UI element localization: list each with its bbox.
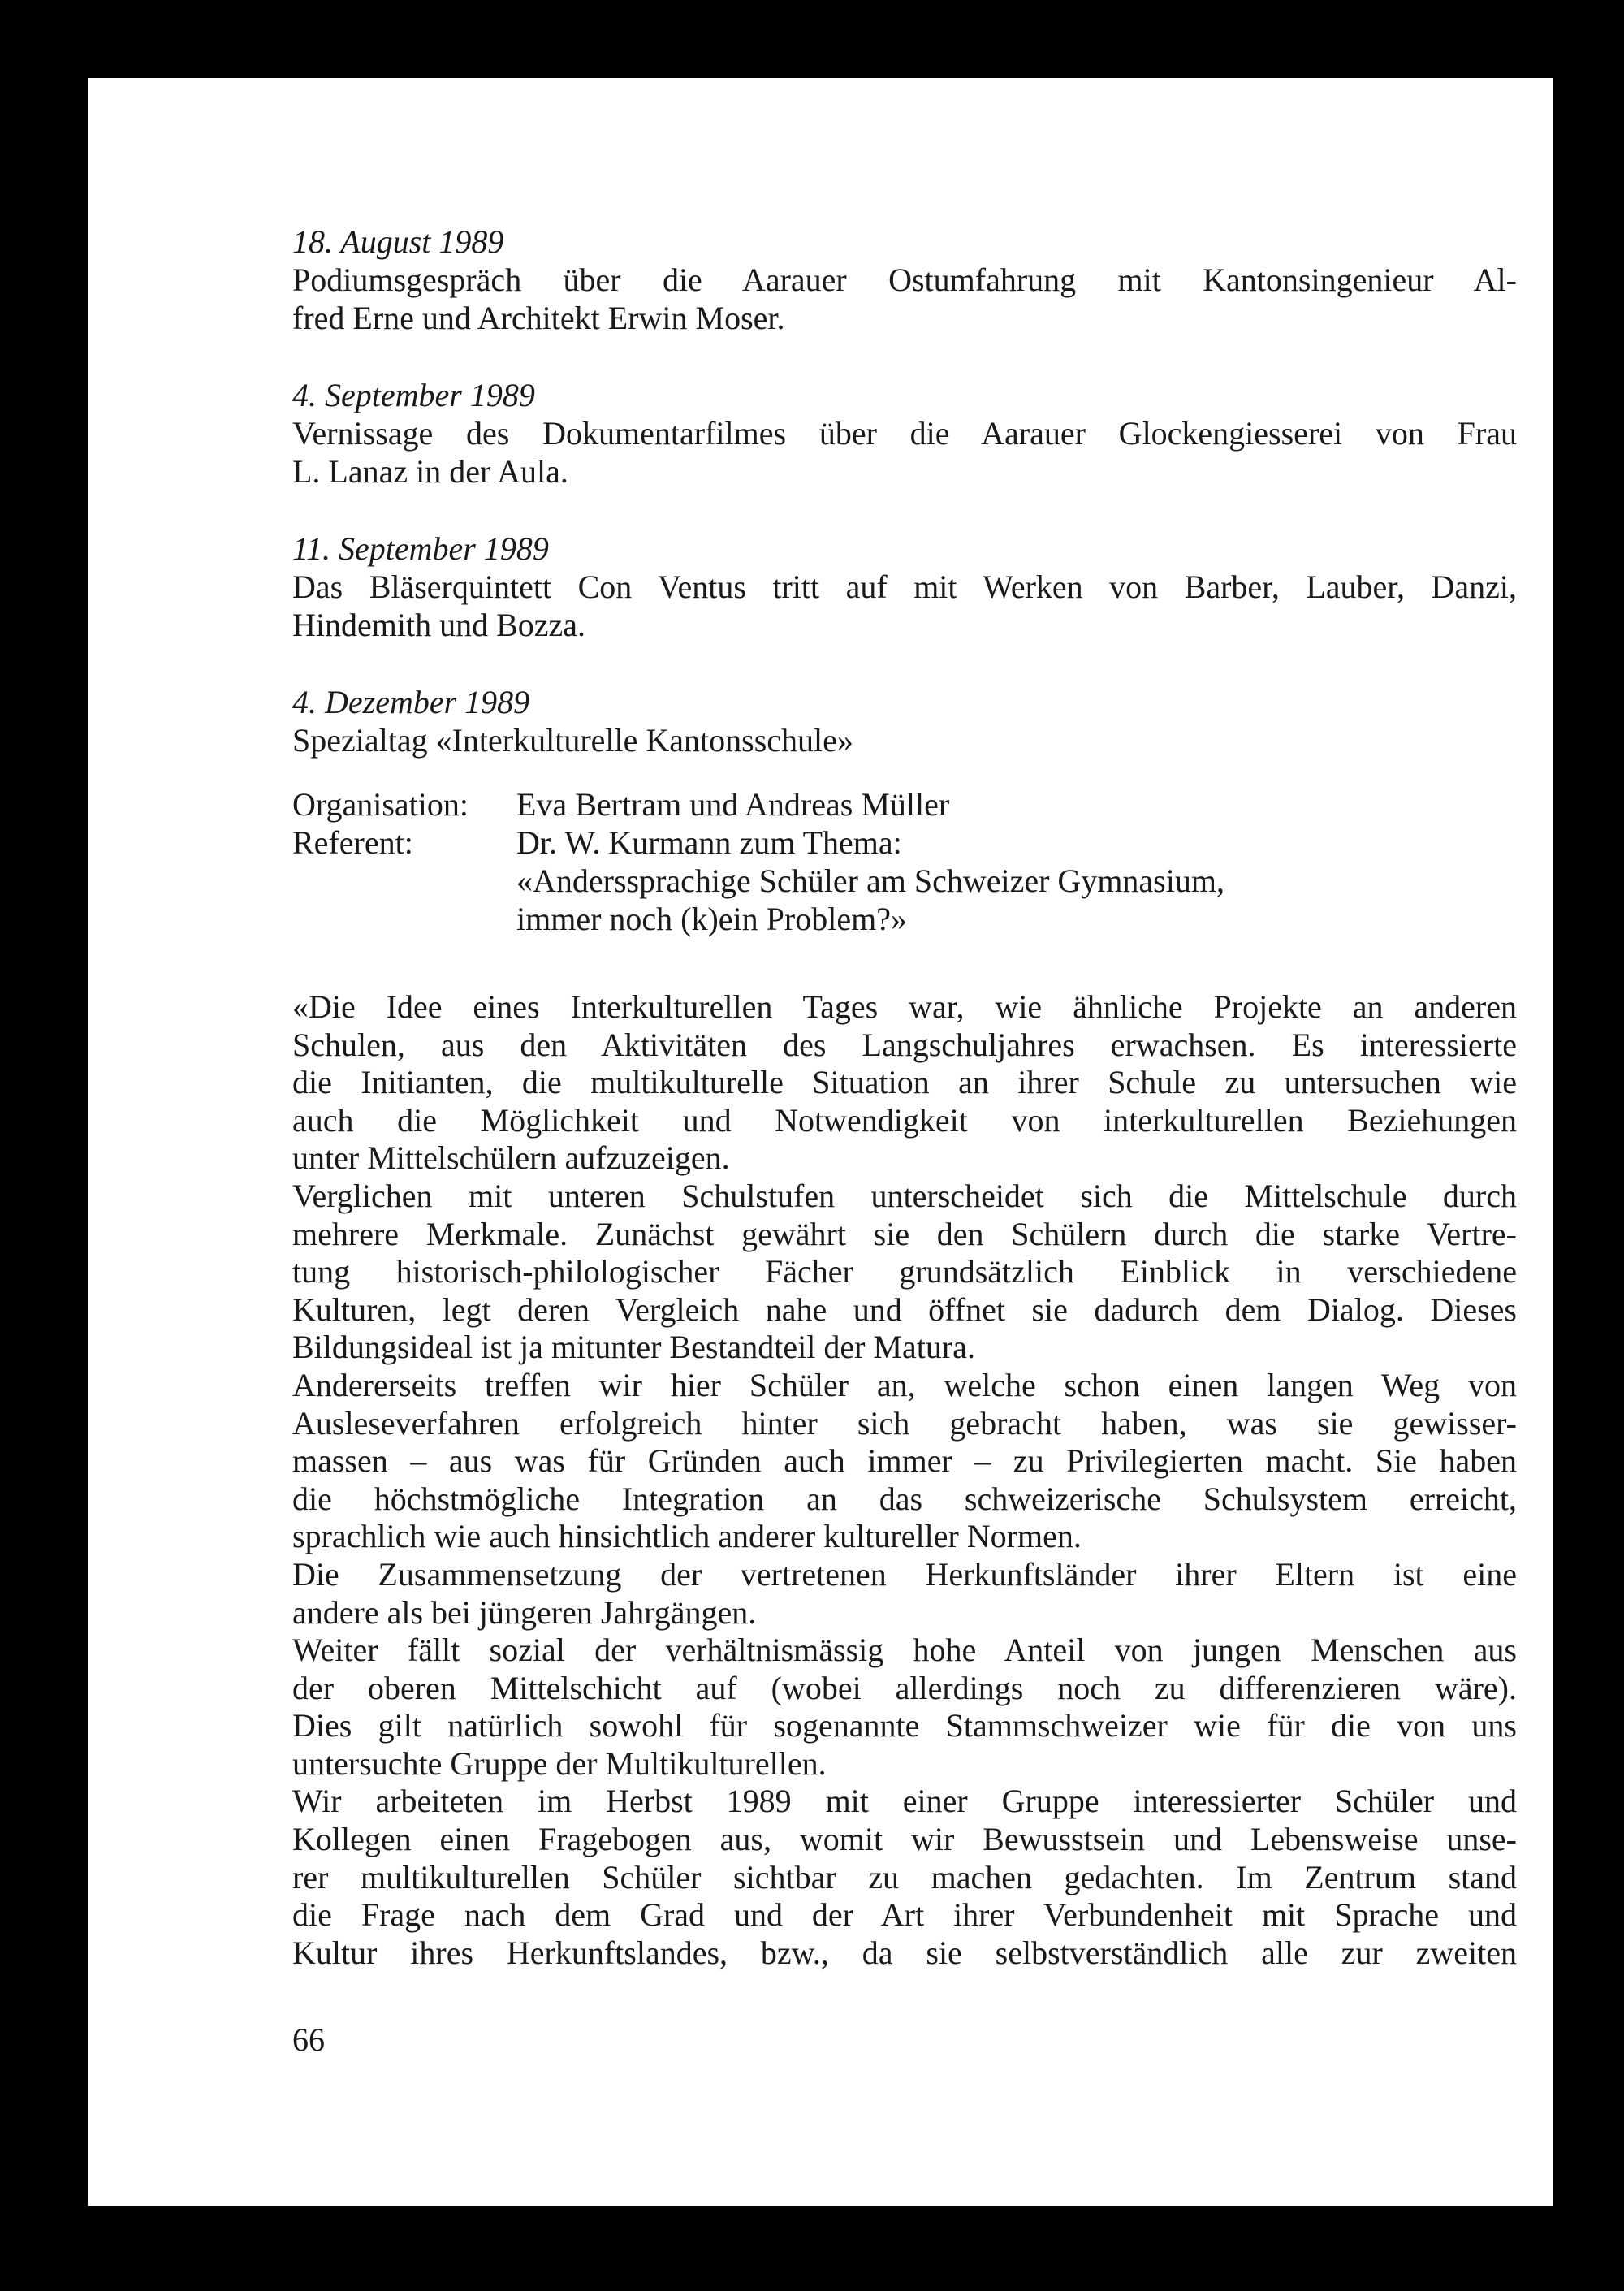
body-text-line: «Die Idee eines Interkulturellen Tages war, wie ähnliche Projekte an anderen	[292, 988, 1517, 1025]
referent-label: Referent:	[292, 824, 413, 861]
body-text-line: mehrere Merkmale. Zunächst gewährt sie den Schülern durch die starke Vertre-	[292, 1215, 1517, 1252]
event-date: 18. August 1989	[292, 223, 504, 260]
referent-value-line: «Anderssprachige Schüler am Schweizer Gymnasium,	[516, 862, 1224, 899]
body-text-line: die Frage nach dem Grad und der Art ihrer Verbundenheit mit Sprache und	[292, 1896, 1517, 1934]
referent-values	[516, 823, 1224, 938]
body-text-line: die Initianten, die multikulturelle Situation an ihrer Schule zu untersuchen wie	[292, 1064, 1517, 1101]
body-text-line: Wir arbeiteten im Herbst 1989 mit einer Gruppe interessierter Schüler und	[292, 1783, 1517, 1820]
body-text-line: Weiter fällt sozial der verhältnismässig hohe Anteil von jungen Menschen aus	[292, 1632, 1517, 1669]
event-date: 11. September 1989	[292, 530, 549, 567]
body-text-line: der oberen Mittelschicht auf (wobei allerdings noch zu differenzieren wäre).	[292, 1669, 1517, 1706]
event-text-line: L. Lanaz in der Aula.	[292, 453, 568, 490]
body-text-line: auch die Möglichkeit und Notwendigkeit von interkulturellen Beziehungen	[292, 1101, 1517, 1139]
body-text-line: rer multikulturellen Schüler sichtbar zu machen gedachten. Im Zentrum stand	[292, 1858, 1517, 1895]
body-text-line: Dies gilt natürlich sowohl für sogenannte Stammschweizer wie für die von uns	[292, 1707, 1517, 1744]
body-text-line: Kultur ihres Herkunftslandes, bzw., da sie selbstverständlich alle zur zweiten	[292, 1934, 1517, 1971]
body-text-line: Ausleseverfahren erfolgreich hinter sich gebracht haben, was sie gewisser-	[292, 1404, 1517, 1442]
event-text-line: fred Erne und Architekt Erwin Moser.	[292, 300, 785, 336]
page-number: 66	[292, 2021, 325, 2058]
organisation-value: Eva Bertram und Andreas Müller	[516, 786, 950, 823]
body-text-line: Die Zusammensetzung der vertretenen Herkunftsländer ihrer Eltern ist eine	[292, 1555, 1517, 1593]
body-text-line: Schulen, aus den Aktivitäten des Langschuljahres erwachsen. Es interessierte	[292, 1026, 1517, 1063]
body-text	[292, 988, 1517, 1972]
page-content	[292, 223, 1517, 1972]
body-text-line: untersuchte Gruppe der Multikulturellen.	[292, 1744, 827, 1782]
event-text-line: Das Bläserquintett Con Ventus tritt auf mit Werken von Barber, Lauber, Danzi,	[292, 568, 1517, 605]
event-entry	[292, 223, 1517, 337]
event-entry	[292, 683, 1517, 759]
event-text-line: Hindemith und Bozza.	[292, 607, 586, 643]
body-text-line: tung historisch-philologischer Fächer grundsätzlich Einblick in verschiedene	[292, 1253, 1517, 1290]
event-info	[292, 785, 1517, 938]
body-text-line: Verglichen mit unteren Schulstufen unterscheidet sich die Mittelschule durch	[292, 1177, 1517, 1214]
event-text-line: Podiumsgespräch über die Aarauer Ostumfahrung mit Kantonsingenieur Al-	[292, 262, 1517, 298]
body-text-line: Kollegen einen Fragebogen aus, womit wir Bewusstsein und Lebensweise unse-	[292, 1821, 1517, 1858]
document-page	[88, 78, 1553, 2206]
organisation-label: Organisation:	[292, 786, 469, 823]
body-text-line: andere als bei jüngeren Jahrgängen.	[292, 1593, 757, 1631]
referent-value-line: Dr. W. Kurmann zum Thema:	[516, 824, 902, 861]
body-text-line: unter Mittelschülern aufzuzeigen.	[292, 1139, 730, 1177]
body-text-line: Andererseits treffen wir hier Schüler an, welche schon einen langen Weg von	[292, 1366, 1517, 1403]
body-text-line: Kulturen, legt deren Vergleich nahe und öffnet sie dadurch dem Dialog. Dieses	[292, 1290, 1517, 1328]
referent-value-line: immer noch (k)ein Problem?»	[516, 901, 907, 937]
body-text-line: sprachlich wie auch hinsichtlich anderer kultureller Normen.	[292, 1518, 1082, 1555]
event-date: 4. Dezember 1989	[292, 684, 530, 720]
event-entry	[292, 376, 1517, 491]
event-date: 4. September 1989	[292, 377, 535, 413]
organisation-row	[292, 785, 1517, 823]
body-text-line: massen – aus was für Gründen auch immer – zu Privilegierten macht. Sie haben	[292, 1442, 1517, 1480]
body-text-line: die höchstmögliche Integration an das schweizerische Schulsystem erreicht,	[292, 1480, 1517, 1517]
event-entry	[292, 530, 1517, 644]
event-text-line: Spezialtag «Interkulturelle Kantonsschule»	[292, 722, 853, 759]
event-text-line: Vernissage des Dokumentarfilmes über die Aarauer Glockengiesserei von Frau	[292, 415, 1517, 452]
referent-row	[292, 823, 1517, 938]
body-text-line: Bildungsideal ist ja mitunter Bestandteil der Matura.	[292, 1329, 975, 1366]
